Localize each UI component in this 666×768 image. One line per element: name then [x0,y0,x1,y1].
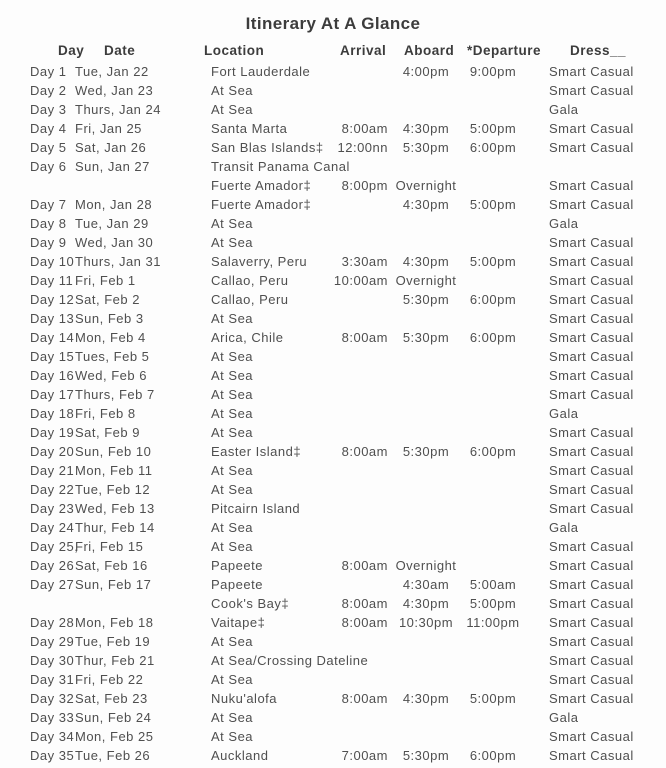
location-cell: Papeete [211,577,263,592]
location-cell: At Sea [211,520,254,535]
arrival-cell: 8:00am [341,330,388,345]
date-cell: Fri, Jan 25 [75,121,142,136]
aboard-cell: 4:00pm [402,64,450,79]
day-cell: Day 24 [30,520,75,535]
location-cell: At Sea [211,729,254,744]
dress-cell: Smart Casual [549,349,634,364]
day-cell: Day 17 [30,387,75,402]
arrival-cell: 8:00am [341,615,388,630]
departure-cell: 5:00pm [469,691,517,706]
date-cell: Sun, Feb 10 [75,444,152,459]
day-cell: Day 6 [30,159,67,174]
day-cell: Day 13 [30,311,75,326]
aboard-cell: 5:30pm [402,140,450,155]
location-cell: San Blas Islands‡ [211,140,324,155]
departure-cell: 5:00pm [469,121,517,136]
table-row [0,233,666,252]
location-cell: Fuerte Amador‡ [211,178,312,193]
dress-cell: Smart Casual [549,254,634,269]
dress-cell: Gala [549,710,579,725]
day-cell: Day 28 [30,615,75,630]
day-cell: Day 7 [30,197,67,212]
table-row [0,138,666,157]
table-row [0,290,666,309]
dress-cell: Smart Casual [549,653,634,668]
date-cell: Sat, Feb 16 [75,558,148,573]
day-cell: Day 11 [30,273,74,288]
location-cell: At Sea [211,216,254,231]
aboard-cell: 4:30pm [402,596,450,611]
dress-cell: Smart Casual [549,83,634,98]
table-row [0,119,666,138]
location-cell: At Sea [211,463,254,478]
date-cell: Mon, Jan 28 [75,197,153,212]
table-row [0,556,666,575]
location-cell: Cook's Bay‡ [211,596,290,611]
table-row [0,651,666,670]
date-cell: Tues, Feb 5 [75,349,150,364]
location-cell: At Sea [211,311,254,326]
arrival-cell: 8:00am [341,121,388,136]
location-cell: At Sea [211,387,254,402]
date-cell: Fri, Feb 8 [75,406,136,421]
aboard-cell: 4:30pm [402,254,450,269]
table-row [0,347,666,366]
table-row [0,518,666,537]
table-row [0,81,666,100]
day-cell: Day 33 [30,710,75,725]
date-cell: Fri, Feb 22 [75,672,144,687]
date-cell: Sat, Feb 2 [75,292,140,307]
date-cell: Mon, Feb 4 [75,330,146,345]
departure-cell: 6:00pm [469,330,517,345]
day-cell: Day 25, [30,539,79,554]
location-cell: At Sea [211,482,254,497]
dress-cell: Smart Casual [549,235,634,250]
date-cell: Thur, Feb 14 [75,520,155,535]
dress-cell: Smart Casual [549,64,634,79]
location-cell: Easter Island‡ [211,444,302,459]
dress-cell: Gala [549,216,579,231]
day-cell: Day 30 [30,653,75,668]
location-cell: At Sea [211,634,254,649]
location-cell: Salaverry, Peru [211,254,308,269]
day-cell: Day 35 [30,748,75,763]
departure-cell: 9:00pm [469,64,517,79]
date-cell: Sat, Feb 9 [75,425,140,440]
date-cell: Mon, Feb 11 [75,463,153,478]
table-row [0,727,666,746]
table-row [0,461,666,480]
day-cell: Day 15 [30,349,75,364]
aboard-cell: Overnight [395,273,457,288]
dress-cell: Smart Casual [549,368,634,383]
day-cell: Day 18 [30,406,75,421]
location-cell: Fort Lauderdale [211,64,311,79]
location-cell: Pitcairn Island [211,501,301,516]
table-row [0,309,666,328]
table-row [0,271,666,290]
date-cell: Sat, Jan 26 [75,140,147,155]
dress-cell: Smart Casual [549,425,634,440]
departure-cell: 5:00pm [469,197,517,212]
dress-cell: Smart Casual [549,596,634,611]
location-cell: At Sea [211,102,254,117]
location-cell: At Sea [211,710,254,725]
table-row [0,157,666,176]
location-cell: Transit Panama Canal [211,159,350,174]
date-cell: Fri, Feb 15 [75,539,144,554]
day-cell: Day 29 [30,634,75,649]
date-cell: Tue, Jan 29 [75,216,149,231]
day-cell: Day 2 [30,83,67,98]
day-cell: Day 10 [30,254,75,269]
dress-cell: Smart Casual [549,140,634,155]
date-cell: Fri, Feb 1 [75,273,136,288]
column-header-departure: *Departure [467,43,542,58]
date-cell: Wed, Jan 30 [75,235,154,250]
table-row [0,689,666,708]
table-row [0,328,666,347]
table-row [0,480,666,499]
column-header-aboard: Aboard [404,43,455,58]
departure-cell: 6:00pm [469,444,517,459]
day-cell: Day 27 [30,577,75,592]
day-cell: Day 1 [30,64,67,79]
location-cell: At Sea [211,425,254,440]
departure-cell: 6:00pm [469,748,517,763]
table-header-row [0,43,666,60]
arrival-cell: 12:00nn [337,140,388,155]
column-header-location: Location [204,43,265,58]
day-cell: Day 21 [30,463,75,478]
date-cell: Wed, Feb 13 [75,501,155,516]
arrival-cell: 7:00am [341,748,388,763]
table-row [0,252,666,271]
aboard-cell: 4:30pm [402,121,450,136]
aboard-cell: 5:30pm [402,292,450,307]
dress-cell: Smart Casual [549,311,634,326]
date-cell: Tue, Feb 19 [75,634,151,649]
date-cell: Thurs, Jan 24 [75,102,161,117]
date-cell: Sun, Jan 27 [75,159,150,174]
departure-cell: 11:00pm [466,615,520,630]
departure-cell: 5:00pm [469,596,517,611]
location-cell: At Sea [211,672,254,687]
date-cell: Sun, Feb 24 [75,710,152,725]
table-row [0,100,666,119]
date-cell: Sun, Feb 3 [75,311,144,326]
date-cell: Sun, Feb 17 [75,577,152,592]
column-header-date: Date [104,43,136,58]
table-row [0,670,666,689]
day-cell: Day 16 [30,368,75,383]
day-cell: Day 4 [30,121,67,136]
column-header-dress: Dress__ [570,43,627,58]
location-cell: Fuerte Amador‡ [211,197,312,212]
aboard-cell: Overnight [395,178,457,193]
departure-cell: 6:00pm [469,292,517,307]
table-row [0,499,666,518]
date-cell: Thurs, Jan 31 [75,254,161,269]
table-row [0,366,666,385]
date-cell: Wed, Feb 6 [75,368,147,383]
arrival-cell: 8:00am [341,444,388,459]
location-cell: Callao, Peru [211,273,289,288]
date-cell: Tue, Feb 12 [75,482,151,497]
day-cell: Day 34 [30,729,75,744]
arrival-cell: 8:00am [341,596,388,611]
dress-cell: Smart Casual [549,501,634,516]
departure-cell: 5:00am [469,577,517,592]
date-cell: Tue, Jan 22 [75,64,149,79]
table-row [0,575,666,594]
dress-cell: Smart Casual [549,197,634,212]
table-row [0,404,666,423]
dress-cell: Smart Casual [549,539,634,554]
day-cell: Day 14 [30,330,75,345]
aboard-cell: 4:30pm [402,197,450,212]
day-cell: Day 22 [30,482,75,497]
table-row [0,195,666,214]
aboard-cell: 5:30pm [402,330,450,345]
dress-cell: Smart Casual [549,577,634,592]
dress-cell: Smart Casual [549,672,634,687]
arrival-cell: 3:30am [341,254,388,269]
table-row [0,594,666,613]
aboard-cell: 5:30pm [402,748,450,763]
location-cell: At Sea [211,83,254,98]
aboard-cell: 4:30pm [402,691,450,706]
aboard-cell: 5:30pm [402,444,450,459]
day-cell: Day 5 [30,140,67,155]
table-row [0,632,666,651]
location-cell: Nuku'alofa [211,691,278,706]
departure-cell: 5:00pm [469,254,517,269]
location-cell: At Sea [211,235,254,250]
date-cell: Mon, Feb 25 [75,729,154,744]
date-cell: Tue, Feb 26 [75,748,151,763]
date-cell: Sat, Feb 23 [75,691,148,706]
date-cell: Wed, Jan 23 [75,83,154,98]
table-row [0,62,666,81]
location-cell: Vaitape‡ [211,615,266,630]
table-row [0,613,666,632]
day-cell: Day 19 [30,425,75,440]
date-cell: Thurs, Feb 7 [75,387,155,402]
location-cell: Papeete [211,558,263,573]
dress-cell: Smart Casual [549,748,634,763]
aboard-cell: 4:30am [402,577,450,592]
aboard-cell: 10:30pm [398,615,454,630]
table-row [0,708,666,727]
location-cell: At Sea [211,368,254,383]
itinerary-table [0,62,666,765]
column-header-day: Day [58,43,85,58]
day-cell: Day 31 [30,672,75,687]
column-header-arrival: Arrival [340,43,387,58]
date-cell: Mon, Feb 18 [75,615,154,630]
dress-cell: Smart Casual [549,273,634,288]
table-row [0,214,666,233]
day-cell: Day 20 [30,444,75,459]
dress-cell: Smart Casual [549,463,634,478]
table-row [0,746,666,765]
day-cell: Day 32 [30,691,75,706]
dress-cell: Gala [549,406,579,421]
date-cell: Thur, Feb 21 [75,653,155,668]
arrival-cell: 10:00am [333,273,388,288]
dress-cell: Smart Casual [549,330,634,345]
day-cell: Day 26 [30,558,75,573]
location-cell: At Sea [211,406,254,421]
location-cell: At Sea [211,539,254,554]
dress-cell: Smart Casual [549,292,634,307]
location-cell: At Sea/Crossing Dateline [211,653,369,668]
day-cell: Day 23 [30,501,75,516]
location-cell: Arica, Chile [211,330,284,345]
dress-cell: Smart Casual [549,729,634,744]
table-row [0,442,666,461]
table-row [0,385,666,404]
dress-cell: Gala [549,102,579,117]
aboard-cell: Overnight [395,558,457,573]
departure-cell: 6:00pm [469,140,517,155]
page-title: Itinerary At A Glance [245,14,421,33]
dress-cell: Smart Casual [549,444,634,459]
arrival-cell: 8:00pm [341,178,388,193]
dress-cell: Smart Casual [549,691,634,706]
dress-cell: Smart Casual [549,615,634,630]
table-row [0,537,666,556]
day-cell: Day 12 [30,292,75,307]
table-row [0,423,666,442]
dress-cell: Gala [549,520,579,535]
location-cell: Santa Marta [211,121,288,136]
arrival-cell: 8:00am [341,558,388,573]
location-cell: At Sea [211,349,254,364]
day-cell: Day 3 [30,102,67,117]
arrival-cell: 8:00am [341,691,388,706]
location-cell: Callao, Peru [211,292,289,307]
dress-cell: Smart Casual [549,121,634,136]
dress-cell: Smart Casual [549,387,634,402]
dress-cell: Smart Casual [549,178,634,193]
dress-cell: Smart Casual [549,482,634,497]
day-cell: Day 8 [30,216,67,231]
dress-cell: Smart Casual [549,634,634,649]
dress-cell: Smart Casual [549,558,634,573]
day-cell: Day 9 [30,235,67,250]
table-row [0,176,666,195]
location-cell: Auckland [211,748,269,763]
